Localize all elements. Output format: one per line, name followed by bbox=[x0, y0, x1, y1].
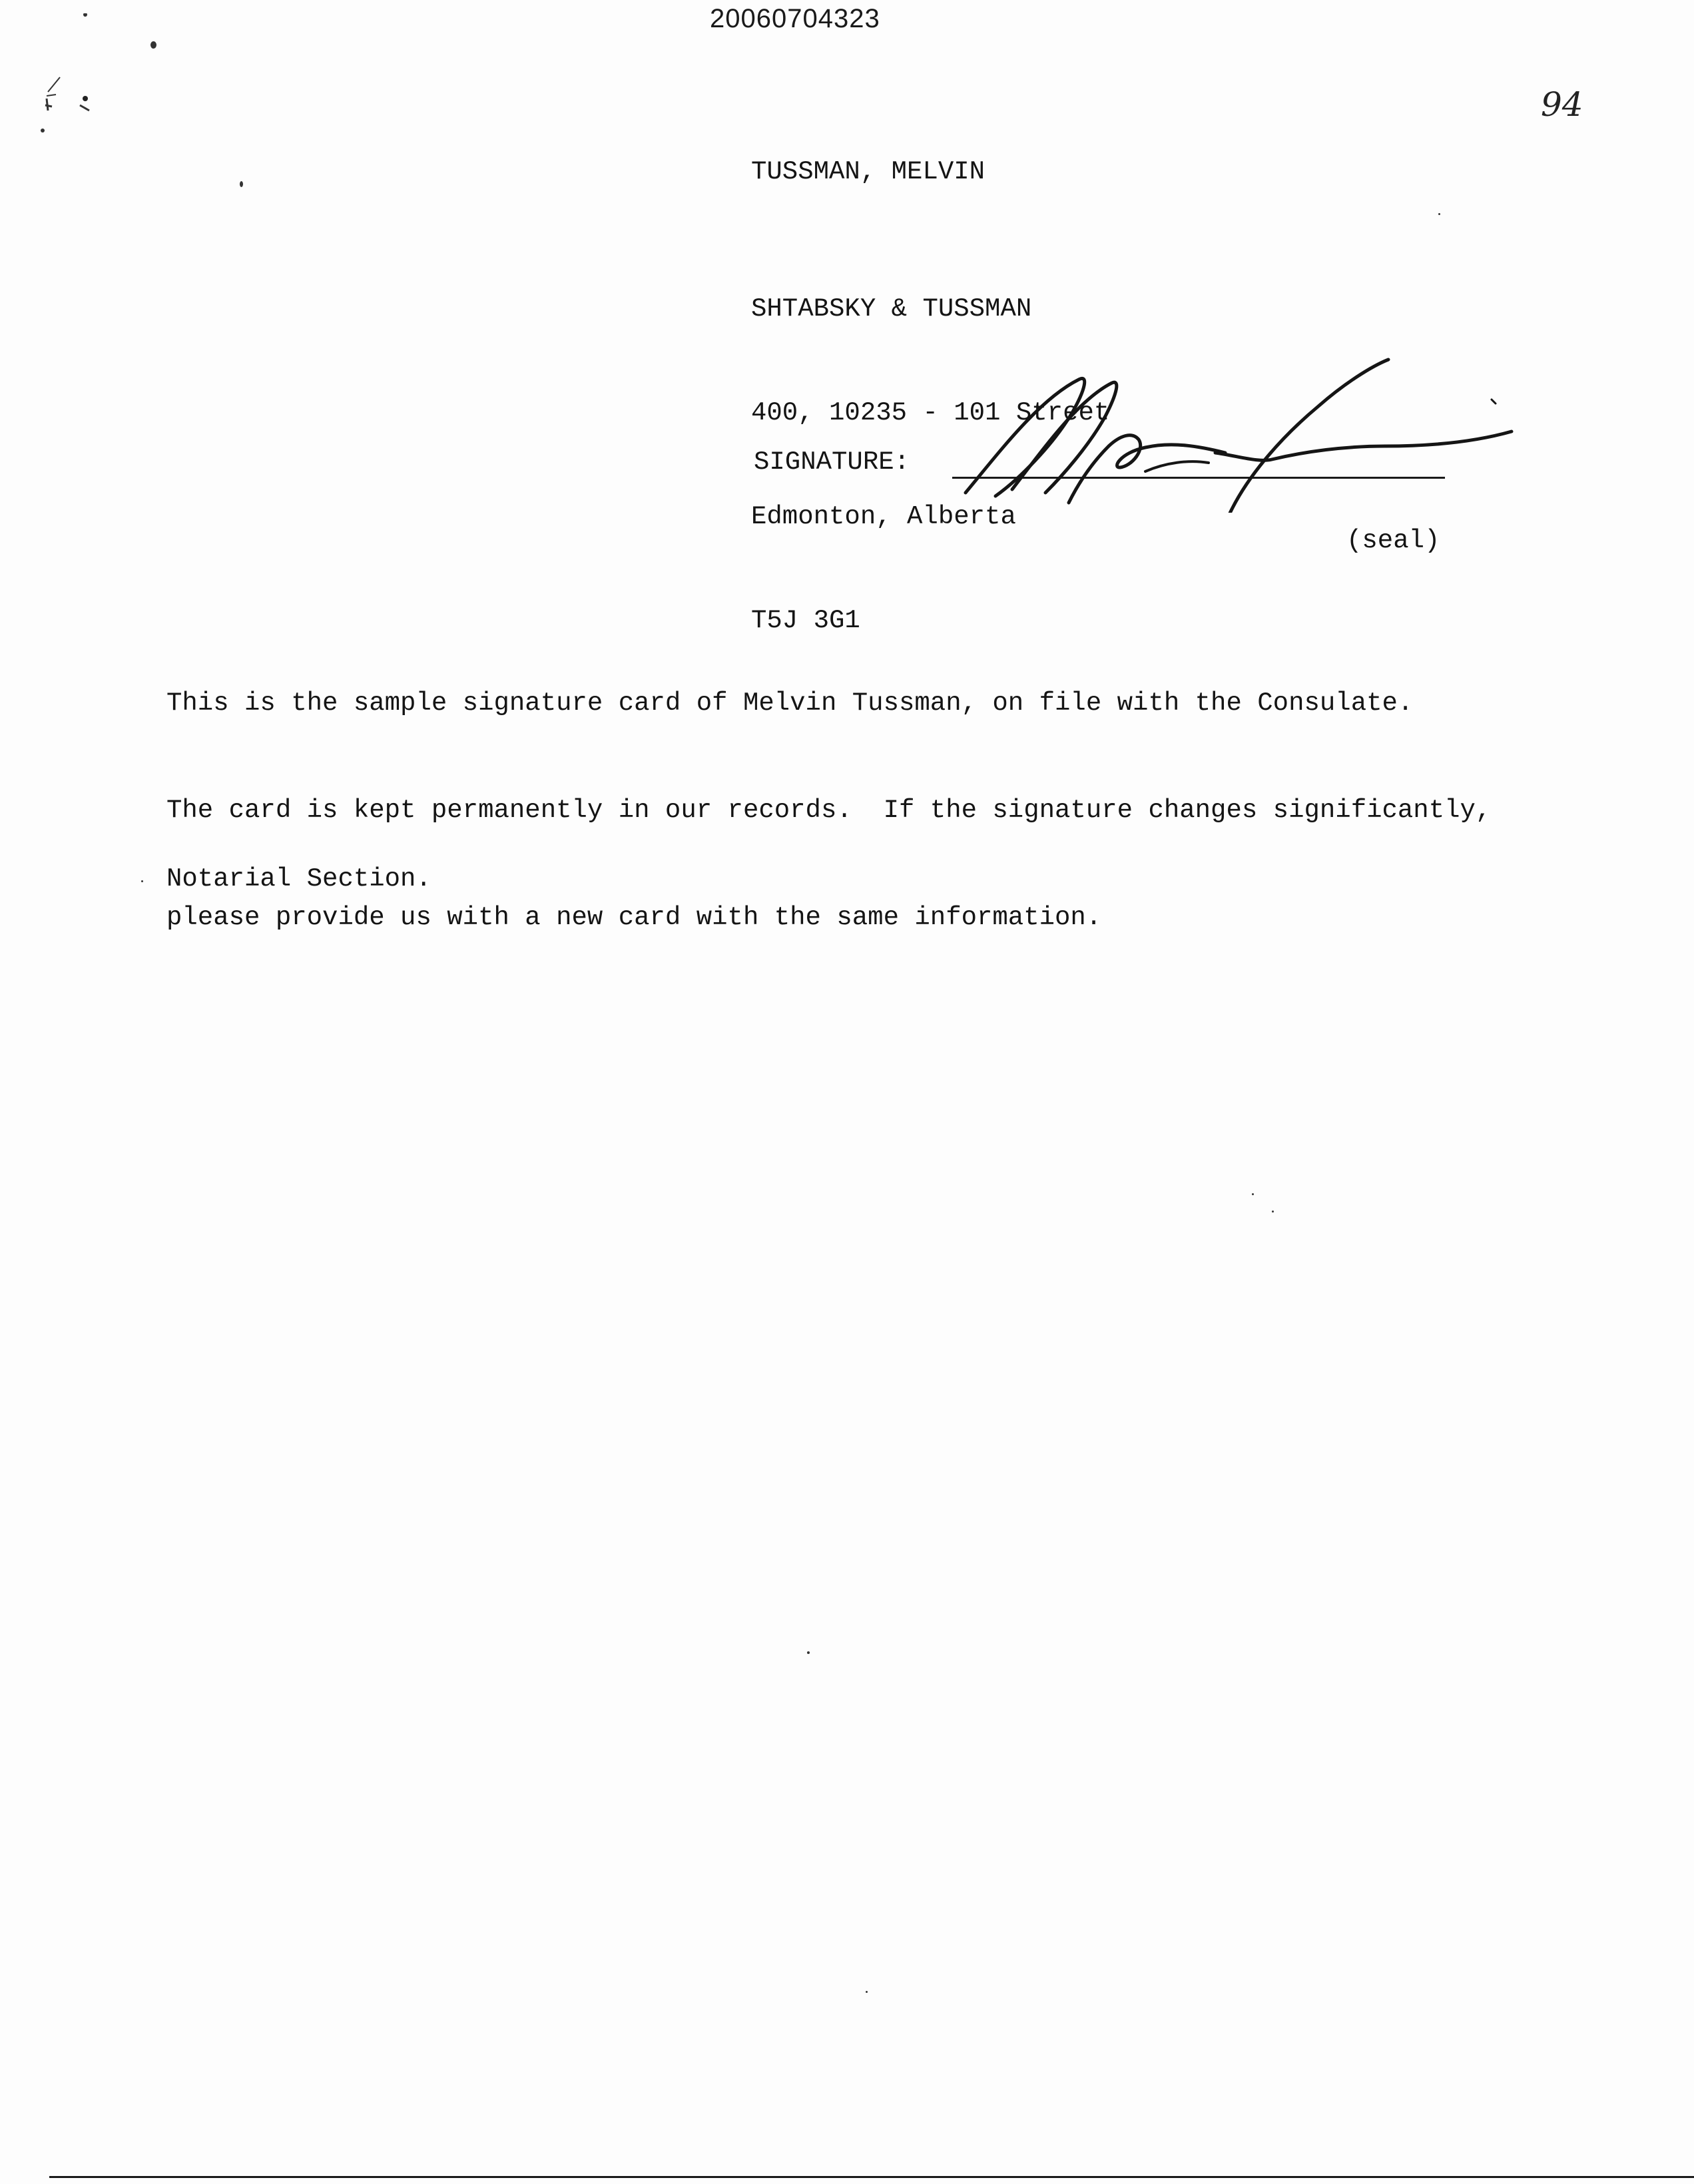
speck bbox=[240, 181, 243, 187]
section-label: Notarial Section. bbox=[166, 864, 431, 894]
seal-label: (seal) bbox=[1346, 526, 1440, 555]
body-paragraph bbox=[166, 617, 1491, 1007]
body-line: The card is kept permanently in our records. If the signature changes significantly, bbox=[166, 796, 1492, 825]
speck bbox=[150, 41, 156, 49]
bottom-rule bbox=[49, 2176, 1694, 2178]
body-line: please provide us with a new card with the same information. bbox=[166, 903, 1102, 932]
address-line: T5J 3G1 bbox=[751, 606, 860, 635]
speck bbox=[141, 880, 143, 882]
address-line: Edmonton, Alberta bbox=[751, 502, 1016, 531]
contact-name: TUSSMAN, MELVIN bbox=[751, 157, 986, 186]
speck bbox=[1252, 1193, 1254, 1195]
signature-label: SIGNATURE: bbox=[754, 447, 910, 477]
speck bbox=[807, 1651, 810, 1654]
speck bbox=[1438, 213, 1440, 215]
scan-artifact-marks bbox=[27, 13, 120, 146]
speck bbox=[1272, 1211, 1274, 1213]
speck bbox=[866, 1991, 868, 1993]
document-number: 20060704323 bbox=[710, 4, 880, 33]
handwritten-page-number: 94 bbox=[1541, 85, 1583, 124]
address-line: 400, 10235 - 101 Street bbox=[751, 398, 1110, 427]
body-line: This is the sample signature card of Melvin Tussman, on file with the Consulate. bbox=[166, 688, 1414, 718]
address-line: SHTABSKY & TUSSMAN bbox=[751, 294, 1032, 324]
handwritten-signature bbox=[946, 353, 1518, 513]
